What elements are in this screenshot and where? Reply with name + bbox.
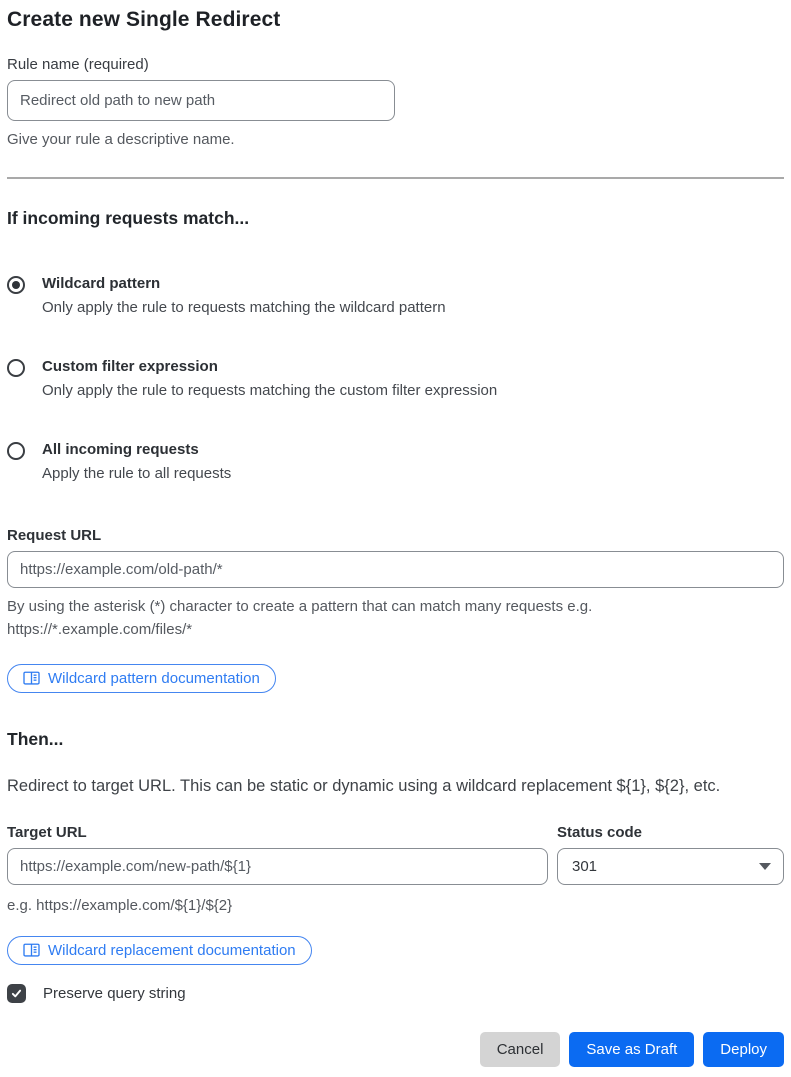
book-icon — [23, 671, 40, 686]
rule-name-label: Rule name (required) — [7, 56, 149, 73]
radio-option-custom-filter[interactable] — [7, 357, 784, 401]
match-section-heading: If incoming requests match... — [7, 208, 250, 228]
radio-button-selected[interactable] — [7, 276, 25, 294]
request-url-help-line1: By using the asterisk (*) character to create a pattern that can match many requests e.g. — [7, 598, 593, 615]
wildcard-replacement-doc-button[interactable] — [7, 936, 312, 965]
chevron-down-icon — [759, 863, 771, 870]
radio-option-description: Only apply the rule to requests matching the wildcard pattern — [42, 299, 446, 316]
radio-option-label[interactable]: All incoming requests — [42, 441, 199, 458]
deploy-button[interactable]: Deploy — [703, 1032, 784, 1067]
page-title: Create new Single Redirect — [7, 8, 281, 31]
save-as-draft-button[interactable]: Save as Draft — [569, 1032, 694, 1067]
request-url-input[interactable] — [7, 551, 784, 588]
radio-option-all-requests[interactable] — [7, 440, 784, 484]
preserve-query-checkbox[interactable] — [7, 984, 26, 1003]
book-icon — [23, 943, 40, 958]
target-url-label: Target URL — [7, 824, 87, 841]
doc-button-label: Wildcard replacement documentation — [48, 942, 296, 959]
target-status-row — [7, 824, 784, 885]
cancel-button[interactable]: Cancel — [480, 1032, 561, 1067]
target-url-input[interactable] — [7, 848, 548, 885]
radio-button[interactable] — [7, 359, 25, 377]
radio-option-description: Only apply the rule to requests matching the custom filter expression — [42, 382, 498, 399]
doc-button-label: Wildcard pattern documentation — [48, 670, 260, 687]
wildcard-pattern-doc-button[interactable] — [7, 664, 276, 693]
rule-name-input[interactable] — [7, 80, 395, 121]
match-type-radio-group — [7, 274, 784, 484]
rule-name-section — [7, 56, 784, 151]
request-url-label: Request URL — [7, 527, 102, 544]
status-code-label: Status code — [557, 824, 643, 841]
radio-button[interactable] — [7, 442, 25, 460]
status-code-value: 301 — [572, 858, 598, 875]
section-divider — [7, 177, 784, 179]
rule-name-help: Give your rule a descriptive name. — [7, 131, 235, 148]
target-url-help: e.g. https://example.com/${1}/${2} — [7, 897, 233, 914]
radio-option-wildcard-pattern[interactable] — [7, 274, 784, 318]
form-footer — [7, 1032, 784, 1067]
preserve-query-row — [7, 984, 784, 1003]
request-url-help — [7, 595, 784, 641]
request-url-section — [7, 527, 784, 693]
status-code-select[interactable] — [557, 848, 784, 885]
preserve-query-label[interactable]: Preserve query string — [43, 985, 186, 1002]
radio-option-description: Apply the rule to all requests — [42, 465, 232, 482]
request-url-help-line2: https://*.example.com/files/* — [7, 621, 193, 638]
then-description: Redirect to target URL. This can be static or dynamic using a wildcard replacement ${1}, ${2}, etc. — [7, 777, 721, 795]
then-section-heading: Then... — [7, 729, 64, 749]
radio-option-label[interactable]: Wildcard pattern — [42, 275, 161, 292]
radio-option-label[interactable]: Custom filter expression — [42, 358, 218, 375]
